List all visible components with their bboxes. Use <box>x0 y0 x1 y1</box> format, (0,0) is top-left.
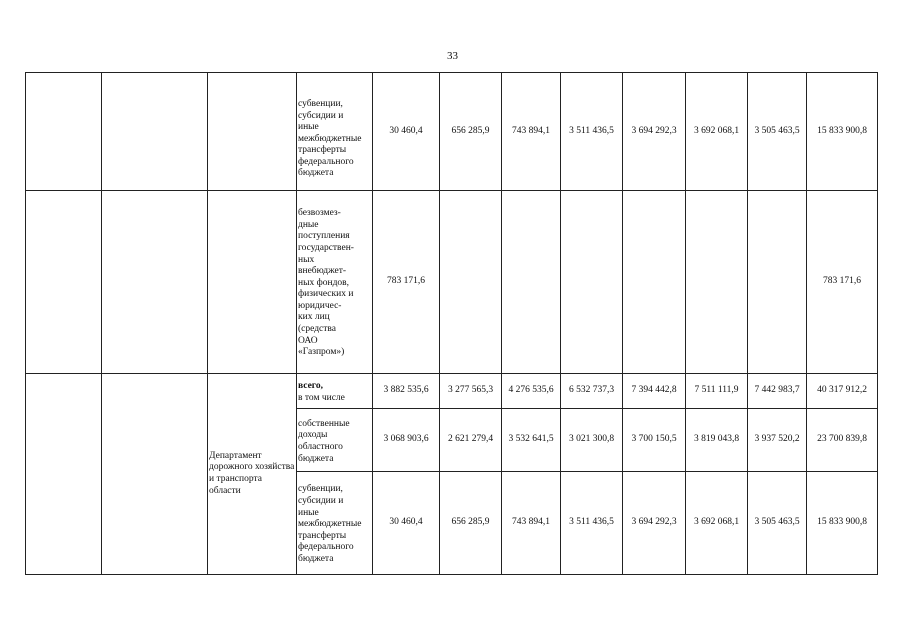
empty-cell <box>26 73 102 191</box>
funding-source-cell <box>297 374 373 409</box>
empty-cell <box>208 191 297 374</box>
value-cell: 3 021 300,8 <box>561 409 623 472</box>
value-cell: 743 894,1 <box>502 472 561 575</box>
funding-source-cell: безвозмез- дные поступления государствен- ных внебюджет- ных фондов, физических и юридичес- ких лиц (средства ОАО «Газпром») <box>297 191 373 374</box>
value-cell <box>440 191 502 374</box>
value-cell: 3 694 292,3 <box>623 472 686 575</box>
funding-source-cell: субвенции, субсидии и иные межбюджетные трансферты федерального бюджета <box>297 472 373 575</box>
value-cell: 3 277 565,3 <box>440 374 502 409</box>
value-cell: 7 511 111,9 <box>686 374 748 409</box>
value-cell: 3 505 463,5 <box>748 472 807 575</box>
value-cell: 2 621 279,4 <box>440 409 502 472</box>
value-cell: 3 511 436,5 <box>561 472 623 575</box>
value-cell <box>502 191 561 374</box>
value-cell: 3 692 068,1 <box>686 472 748 575</box>
total-cell: 23 700 839,8 <box>807 409 878 472</box>
value-cell: 7 442 983,7 <box>748 374 807 409</box>
page-number: 33 <box>447 50 458 62</box>
value-cell: 3 692 068,1 <box>686 73 748 191</box>
value-cell: 656 285,9 <box>440 73 502 191</box>
value-cell: 3 694 292,3 <box>623 73 686 191</box>
value-cell: 3 505 463,5 <box>748 73 807 191</box>
value-cell: 30 460,4 <box>373 73 440 191</box>
empty-cell <box>208 73 297 191</box>
empty-cell <box>102 73 208 191</box>
value-cell: 3 819 043,8 <box>686 409 748 472</box>
value-cell: 6 532 737,3 <box>561 374 623 409</box>
value-cell: 3 937 520,2 <box>748 409 807 472</box>
budget-table <box>25 72 878 575</box>
value-cell: 7 394 442,8 <box>623 374 686 409</box>
value-cell: 656 285,9 <box>440 472 502 575</box>
value-cell <box>748 191 807 374</box>
total-cell: 783 171,6 <box>807 191 878 374</box>
empty-cell <box>26 374 102 575</box>
value-cell: 3 882 535,6 <box>373 374 440 409</box>
value-cell <box>561 191 623 374</box>
empty-cell <box>26 191 102 374</box>
including-label: в том числе <box>298 393 345 403</box>
total-cell: 15 833 900,8 <box>807 472 878 575</box>
value-cell: 3 700 150,5 <box>623 409 686 472</box>
value-cell: 743 894,1 <box>502 73 561 191</box>
value-cell: 3 511 436,5 <box>561 73 623 191</box>
total-cell: 40 317 912,2 <box>807 374 878 409</box>
program-owner-cell: Департамент дорожного хозяйства и транспорта области <box>208 374 297 575</box>
value-cell <box>686 191 748 374</box>
value-cell: 3 068 903,6 <box>373 409 440 472</box>
value-cell: 30 460,4 <box>373 472 440 575</box>
total-label: всего, <box>298 381 323 392</box>
funding-source-cell: собственные доходы областного бюджета <box>297 409 373 472</box>
value-cell: 783 171,6 <box>373 191 440 374</box>
value-cell <box>623 191 686 374</box>
funding-source-cell: субвенции, субсидии и иные межбюджетные трансферты федерального бюджета <box>297 73 373 191</box>
empty-cell <box>102 191 208 374</box>
empty-cell <box>102 374 208 575</box>
value-cell: 3 532 641,5 <box>502 409 561 472</box>
value-cell: 4 276 535,6 <box>502 374 561 409</box>
table-row <box>26 73 878 191</box>
total-cell: 15 833 900,8 <box>807 73 878 191</box>
table-row <box>26 191 878 374</box>
table-row <box>26 374 878 409</box>
